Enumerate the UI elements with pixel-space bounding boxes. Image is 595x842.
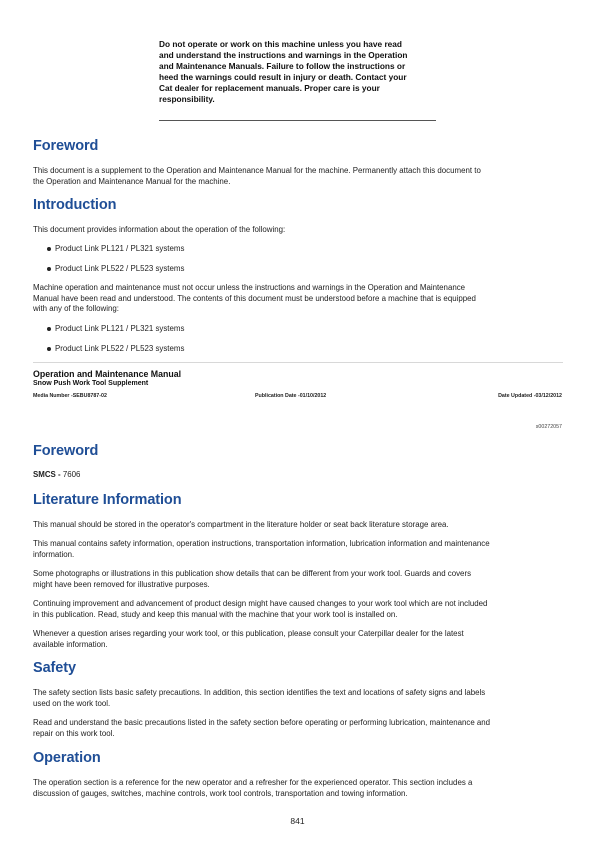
text-line: The operation section is a reference for the new operator and a refresher for the experienced operator. This section includes a bbox=[33, 778, 473, 787]
list-item: Product Link PL121 / PL321 systems bbox=[33, 324, 184, 344]
list-item: Product Link PL522 / PL523 systems bbox=[33, 344, 184, 364]
foreword-heading: Foreword bbox=[33, 138, 99, 154]
product-list bbox=[33, 244, 184, 284]
literature-paragraph bbox=[33, 569, 563, 590]
text-line: discussion of gauges, switches, machine controls, work tool controls, transportation and towing information. bbox=[33, 788, 408, 798]
text-line: This document is a supplement to the Operation and Maintenance Manual for the machine. Permanently attach this document to bbox=[33, 166, 481, 175]
safety-paragraph bbox=[33, 718, 563, 739]
foreword-paragraph bbox=[33, 166, 563, 187]
warning-line: and understand the instructions and warnings in the Operation bbox=[159, 49, 408, 60]
text-line: The safety section lists basic safety precautions. In addition, this section identifies the text and locations of safety signs and labels bbox=[33, 688, 486, 697]
warning-notice bbox=[159, 39, 434, 104]
media-number: Media Number -SEBU8787-02 bbox=[33, 393, 107, 399]
smcs-label: SMCS - bbox=[33, 470, 61, 479]
text-line: repair on this work tool. bbox=[33, 728, 115, 738]
warning-line: Do not operate or work on this machine unless you have read bbox=[159, 39, 402, 49]
text-line: Machine operation and maintenance must not occur unless the instructions and warnings in the Operation and Maintenance bbox=[33, 283, 466, 292]
smcs-value: 7606 bbox=[60, 470, 81, 479]
text-line: used on the work tool. bbox=[33, 698, 111, 708]
text-line: might have been removed for illustrative purposes. bbox=[33, 579, 210, 589]
text-line: This document provides information about the operation of the following: bbox=[33, 225, 286, 234]
literature-paragraph bbox=[33, 520, 563, 531]
text-line: in this publication. Read, study and keep this manual with the machine that your work tool is installed on. bbox=[33, 609, 398, 619]
operation-paragraph bbox=[33, 778, 563, 799]
text-line: Read and understand the basic precautions listed in the safety section before operating or performing lubrication, maintenance and bbox=[33, 718, 491, 727]
warning-line: and Maintenance Manuals. Failure to follow the instructions or bbox=[159, 60, 406, 71]
safety-heading: Safety bbox=[33, 660, 76, 676]
warning-line: Cat dealer for replacement manuals. Proper care is your bbox=[159, 82, 380, 93]
literature-paragraph bbox=[33, 629, 563, 650]
warning-line: responsibility. bbox=[159, 93, 215, 104]
list-item: Product Link PL121 / PL321 systems bbox=[33, 244, 184, 264]
product-list-2 bbox=[33, 324, 184, 364]
text-line: This manual contains safety information, operation instructions, transportation information, lubrication information and maintenance bbox=[33, 539, 490, 548]
foreword-heading-2: Foreword bbox=[33, 443, 99, 459]
operation-heading: Operation bbox=[33, 750, 101, 766]
text-line: the Operation and Maintenance Manual for the machine. bbox=[33, 176, 231, 186]
text-line: Continuing improvement and advancement of product design might have caused changes to your work tool which are not included bbox=[33, 599, 488, 608]
list-item: Product Link PL522 / PL523 systems bbox=[33, 264, 184, 284]
text-line: available information. bbox=[33, 639, 108, 649]
warning-divider bbox=[159, 120, 436, 121]
literature-paragraph bbox=[33, 539, 563, 560]
section-divider bbox=[33, 362, 563, 363]
text-line: Some photographs or illustrations in this publication show details that can be different from your work tool. Guards and covers bbox=[33, 569, 472, 578]
text-line: Manual have been read and understood. The contents of this document must be understood before a machine that is equipped bbox=[33, 293, 476, 303]
safety-paragraph bbox=[33, 688, 563, 709]
intro-paragraph bbox=[33, 225, 563, 236]
page-number: 841 bbox=[290, 816, 305, 826]
manual-subtitle: Snow Push Work Tool Supplement bbox=[33, 380, 149, 387]
text-line: with any of the following: bbox=[33, 304, 119, 314]
text-line: Whenever a question arises regarding your work tool, or this publication, please consult your Caterpillar dealer for the latest bbox=[33, 629, 464, 638]
publication-date: Publication Date -01/10/2012 bbox=[255, 393, 327, 399]
literature-information-heading: Literature Information bbox=[33, 492, 182, 508]
text-line: information. bbox=[33, 549, 75, 559]
literature-paragraph bbox=[33, 599, 563, 620]
smcs-line bbox=[33, 470, 80, 479]
warning-line: heed the warnings could result in injury or death. Contact your bbox=[159, 71, 407, 82]
manual-title: Operation and Maintenance Manual bbox=[33, 369, 182, 379]
introduction-heading: Introduction bbox=[33, 197, 117, 213]
date-updated: Date Updated -03/12/2012 bbox=[498, 393, 562, 399]
document-code: s00272057 bbox=[535, 424, 562, 430]
text-line: This manual should be stored in the operator's compartment in the literature holder or seat back literature storage area. bbox=[33, 520, 449, 529]
intro-paragraph-2 bbox=[33, 283, 563, 315]
